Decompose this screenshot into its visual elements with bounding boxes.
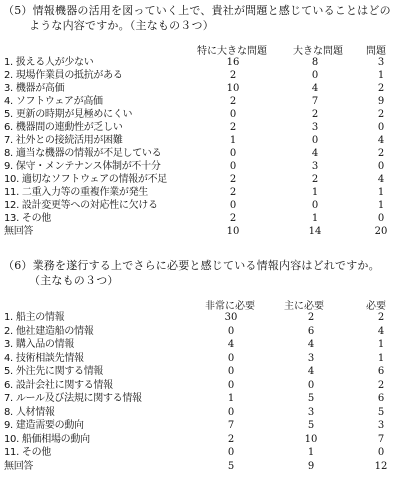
q6-row-value-col1: 2: [227, 433, 235, 445]
q6-row-value-col1: 0: [227, 366, 235, 377]
q5-row-value-col2: 2: [311, 174, 319, 185]
q5-row-value-col2: 2: [311, 109, 319, 120]
q5-table-row: [0, 212, 403, 225]
q5-row-value-col3: 1: [377, 70, 385, 81]
question-5-text-line2: ような内容ですか。（主なもの３つ）: [29, 19, 214, 32]
q5-row-value-col1: 16: [226, 57, 240, 68]
q6-row-value-col2: 10: [304, 433, 318, 445]
q5-header-large: 大きな問題: [293, 46, 343, 57]
q5-row-value-col3: 1: [377, 187, 385, 198]
q6-table-row: [0, 433, 403, 447]
q5-row-value-col1: 0: [229, 161, 237, 172]
q6-row-value-col3: 2: [377, 312, 385, 323]
q6-table-row: [0, 460, 403, 474]
q5-row-value-col3: 1: [377, 200, 385, 211]
q6-table-row: [0, 392, 403, 406]
q5-row-label: 3. 機器が高価: [4, 83, 65, 94]
q6-row-value-col2: 5: [307, 393, 315, 404]
q5-row-value-col1: 0: [229, 148, 237, 159]
q5-row-value-col1: 0: [229, 200, 237, 211]
q6-row-label: 8. 人材情報: [4, 406, 55, 418]
q6-row-label: 10. 船価相場の動向: [4, 433, 90, 445]
q5-row-label: 無回答: [4, 226, 34, 237]
question-5-text-line1: （5）情報機器の活用を図っていく上で、貴社が問題と感じていることはどの: [3, 4, 391, 17]
q5-row-value-col3: 2: [377, 148, 385, 159]
q5-row-value-col3: 2: [377, 109, 385, 120]
q5-row-value-col2: 3: [311, 161, 319, 172]
q5-row-value-col1: 1: [229, 135, 237, 146]
q6-table-row: [0, 446, 403, 460]
q6-row-value-col1: 0: [227, 352, 235, 364]
q6-header-necessary: 必要: [366, 301, 386, 312]
q6-table-row: [0, 365, 403, 379]
q5-row-label: 2. 現場作業員の抵抗がある: [4, 70, 123, 81]
q6-row-label: 4. 技術相談先情報: [4, 352, 84, 364]
q6-row-value-col1: 30: [224, 312, 238, 323]
question-6-text-line2: （主なもの３つ）: [29, 274, 119, 287]
question-5: [3, 3, 403, 33]
q6-table-row: [0, 311, 403, 325]
q5-table-row: [0, 199, 403, 212]
q6-row-value-col2: 4: [307, 366, 315, 377]
q6-row-value-col1: 4: [227, 339, 235, 350]
q6-row-value-col1: 1: [227, 393, 235, 404]
q6-row-value-col3: 2: [377, 379, 385, 391]
q5-row-value-col3: 4: [377, 135, 385, 146]
q5-row-value-col3: 0: [377, 161, 385, 172]
q6-row-value-col3: 5: [377, 406, 385, 418]
q5-row-value-col2: 1: [311, 213, 319, 224]
q5-table-row: [0, 95, 403, 108]
q6-row-label: 7. ルール及び法規に関する情報: [4, 393, 142, 404]
q6-table-row: [0, 406, 403, 420]
q5-row-value-col2: 4: [311, 148, 319, 159]
q6-row-label: 11. その他: [4, 447, 51, 458]
q5-table-row: [0, 82, 403, 95]
q6-row-value-col2: 2: [307, 312, 315, 323]
q6-table-row: [0, 352, 403, 366]
q6-row-value-col2: 0: [307, 379, 315, 391]
q6-row-label: 1. 船主の情報: [4, 312, 65, 323]
question-6: [3, 258, 403, 288]
q6-row-value-col1: 0: [227, 379, 235, 391]
q5-row-value-col3: 4: [377, 174, 385, 185]
q5-row-value-col3: 9: [377, 96, 385, 107]
q6-row-value-col2: 5: [307, 420, 315, 431]
q5-row-value-col1: 10: [226, 83, 240, 94]
q5-row-value-col3: 3: [377, 57, 385, 68]
q6-row-value-col3: 3: [377, 420, 385, 431]
q6-row-value-col2: 3: [307, 406, 315, 418]
q6-row-value-col1: 0: [227, 406, 235, 418]
q5-row-label: 8. 適当な機器の情報が不足している: [4, 148, 162, 159]
q5-row-value-col3: 0: [377, 213, 385, 224]
q5-header-problem: 問題: [366, 46, 386, 57]
q5-row-value-col2: 0: [311, 135, 319, 146]
q6-row-value-col3: 1: [377, 352, 385, 364]
q5-row-label: 6. 機器間の連動性が乏しい: [4, 122, 123, 133]
q6-table: [0, 311, 403, 473]
q6-row-value-col1: 5: [227, 460, 235, 472]
q6-row-value-col3: 4: [377, 325, 385, 337]
q5-row-value-col2: 3: [311, 122, 319, 133]
q5-row-value-col3: 0: [377, 122, 385, 133]
q5-row-value-col2: 7: [311, 96, 319, 107]
q5-row-value-col1: 2: [229, 187, 237, 198]
q5-row-label: 7. 社外との接続活用が困難: [4, 135, 123, 146]
q5-table-row: [0, 108, 403, 121]
q5-row-value-col1: 0: [229, 109, 237, 120]
q5-table-row: [0, 56, 403, 69]
q6-row-value-col3: 0: [377, 447, 385, 458]
q6-header-mainly-necessary: 主に必要: [284, 301, 324, 312]
q5-row-value-col1: 2: [229, 174, 237, 185]
q5-row-label: 12. 設計変更等への対応性に欠ける: [4, 200, 158, 211]
q5-row-value-col3: 20: [374, 226, 388, 237]
q5-table-row: [0, 121, 403, 134]
q5-row-value-col3: 2: [377, 83, 385, 94]
q5-row-value-col2: 0: [311, 200, 319, 211]
q5-table-row: [0, 173, 403, 186]
q6-row-value-col3: 1: [377, 339, 385, 350]
q6-row-value-col1: 7: [227, 420, 235, 431]
q6-row-value-col3: 7: [377, 433, 385, 445]
q6-row-value-col2: 1: [307, 447, 315, 458]
q6-row-value-col2: 3: [307, 352, 315, 364]
q6-row-value-col1: 0: [227, 325, 235, 337]
q6-table-row: [0, 379, 403, 393]
q6-table-row: [0, 419, 403, 433]
q5-row-label: 10. 適切なソフトウェアの情報が不足: [4, 174, 167, 185]
q5-row-label: 13. その他: [4, 213, 51, 224]
q6-row-label: 無回答: [4, 460, 34, 472]
q5-table-row: [0, 69, 403, 82]
q6-row-label: 6. 設計会社に関する情報: [4, 379, 113, 391]
q6-header-very-necessary: 非常に必要: [205, 301, 255, 312]
q5-row-label: 9. 保守・メンテナンス体制が不十分: [4, 161, 161, 172]
q5-row-label: 1. 扱える人が少ない: [4, 57, 94, 68]
q5-table-row: [0, 134, 403, 147]
q5-row-value-col2: 14: [308, 226, 322, 237]
q6-row-value-col3: 6: [377, 393, 385, 404]
q5-row-value-col2: 4: [311, 83, 319, 94]
q5-table-row: [0, 147, 403, 160]
q5-row-value-col2: 8: [311, 57, 319, 68]
q5-row-value-col1: 2: [229, 122, 237, 133]
q6-row-label: 5. 外注先に関する情報: [4, 366, 104, 377]
q5-row-value-col1: 2: [229, 96, 237, 107]
question-6-text-line1: （6）業務を遂行する上でさらに必要と感じている情報内容はどれですか。: [3, 259, 380, 272]
q6-row-label: 9. 建造需要の動向: [4, 420, 84, 431]
q5-table-row: [0, 160, 403, 173]
q6-row-label: 3. 購入品の情報: [4, 339, 75, 350]
q5-row-label: 4. ソフトウェアが高価: [4, 96, 103, 107]
q6-table-row: [0, 338, 403, 352]
q6-row-value-col1: 0: [227, 447, 235, 458]
q6-row-value-col2: 6: [307, 325, 315, 337]
q6-row-value-col3: 6: [377, 366, 385, 377]
q5-row-value-col2: 1: [311, 187, 319, 198]
q5-row-value-col1: 2: [229, 213, 237, 224]
q6-row-label: 2. 他社建造船の情報: [4, 325, 94, 337]
q5-table-row: [0, 186, 403, 199]
q5-row-label: 5. 更新の時期が見極めにくい: [4, 109, 133, 120]
q5-row-value-col2: 0: [311, 70, 319, 81]
q5-table: [0, 56, 403, 238]
q6-row-value-col2: 4: [307, 339, 315, 350]
q5-row-label: 11. 二重入力等の重複作業が発生: [4, 187, 148, 198]
q6-table-row: [0, 325, 403, 339]
q5-table-row: [0, 225, 403, 238]
q6-row-value-col2: 9: [307, 460, 315, 472]
q5-row-value-col1: 10: [226, 226, 240, 237]
q5-header-major: 特に大きな問題: [197, 46, 267, 57]
q5-row-value-col1: 2: [229, 70, 237, 81]
q6-row-value-col3: 12: [374, 460, 388, 472]
